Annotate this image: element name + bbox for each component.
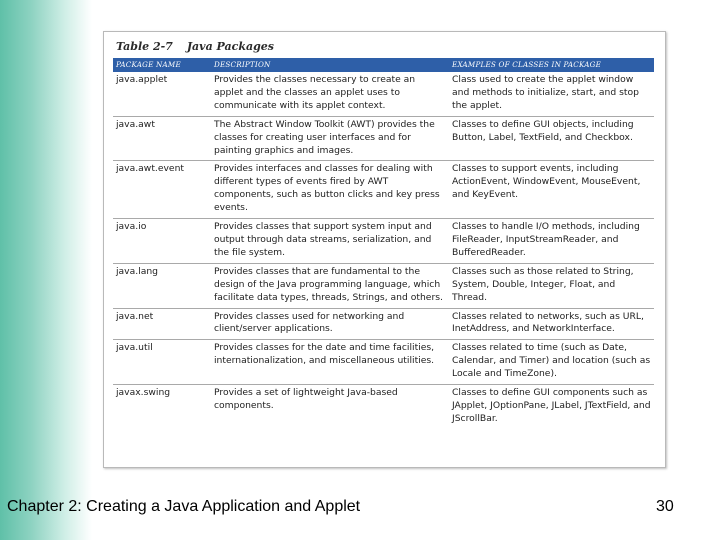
package-name-cell: java.lang: [113, 263, 211, 308]
header-package-name: PACKAGE NAME: [113, 58, 211, 72]
table-row: [113, 116, 654, 161]
table-header-row: [113, 58, 654, 72]
description-cell: Provides interfaces and classes for dealing with different types of events fired by AWT components, such as button clicks and key press events.: [211, 161, 449, 219]
description-cell: Provides classes that are fundamental to the design of the Java programming language, which facilitate data types, threads, Strings, and others.: [211, 263, 449, 308]
examples-cell: Classes to define GUI components such as JApplet, JOptionPane, JLabel, JTextField, and JScrollBar.: [452, 387, 651, 424]
table-row: [113, 385, 654, 429]
package-name-cell: javax.swing: [116, 387, 171, 399]
table-row: [113, 263, 654, 308]
table-row: [113, 219, 654, 264]
examples-cell: Classes related to networks, such as URL, InetAddress, and NetworkInterface.: [449, 308, 654, 340]
examples-cell: Classes such as those related to String, System, Double, Integer, Float, and Thread.: [449, 263, 654, 308]
package-name-cell: java.awt: [113, 116, 211, 161]
header-description: DESCRIPTION: [211, 58, 449, 72]
page-number: 30: [656, 498, 674, 515]
java-packages-table: [113, 58, 654, 429]
table-label: Table 2-7: [116, 40, 173, 53]
table-title: Java Packages: [186, 40, 274, 53]
table-figure: [103, 31, 666, 468]
slide-footer-title: Chapter 2: Creating a Java Application and Applet: [7, 498, 361, 515]
package-name-cell: java.io: [113, 219, 211, 264]
decorative-side-band: [0, 0, 92, 540]
table-row: [113, 72, 654, 116]
description-cell: Provides classes used for networking and client/server applications.: [211, 308, 449, 340]
package-name-cell: java.applet: [113, 72, 211, 116]
package-name-cell: java.util: [113, 340, 211, 385]
description-cell: The Abstract Window Toolkit (AWT) provides the classes for creating user interfaces and for painting graphics and images.: [211, 116, 449, 161]
description-cell: Provides the classes necessary to create an applet and the classes an applet uses to communicate with its applet context.: [211, 72, 449, 116]
examples-cell: Classes to handle I/O methods, including FileReader, InputStreamReader, and BufferedReader.: [449, 219, 654, 264]
package-name-cell: java.awt.event: [113, 161, 211, 219]
header-examples: EXAMPLES OF CLASSES IN PACKAGE: [449, 58, 654, 72]
description-cell: Provides classes for the date and time facilities, internationalization, and miscellaneous utilities.: [211, 340, 449, 385]
package-name-cell: java.net: [113, 308, 211, 340]
examples-cell: Classes to support events, including ActionEvent, WindowEvent, MouseEvent, and KeyEvent.: [449, 161, 654, 219]
examples-cell: Class used to create the applet window and methods to initialize, start, and stop the applet.: [449, 72, 654, 116]
examples-cell: Classes related to time (such as Date, Calendar, and Timer) and location (such as Locale and TimeZone).: [449, 340, 654, 385]
table-row: [113, 308, 654, 340]
description-cell: Provides a set of lightweight Java-based components.: [214, 387, 398, 411]
table-row: [113, 161, 654, 219]
examples-cell: Classes to define GUI objects, including Button, Label, TextField, and Checkbox.: [449, 116, 654, 161]
table-row: [113, 340, 654, 385]
table-caption: [116, 40, 274, 53]
description-cell: Provides classes that support system input and output through data streams, serialization, and the file system.: [211, 219, 449, 264]
